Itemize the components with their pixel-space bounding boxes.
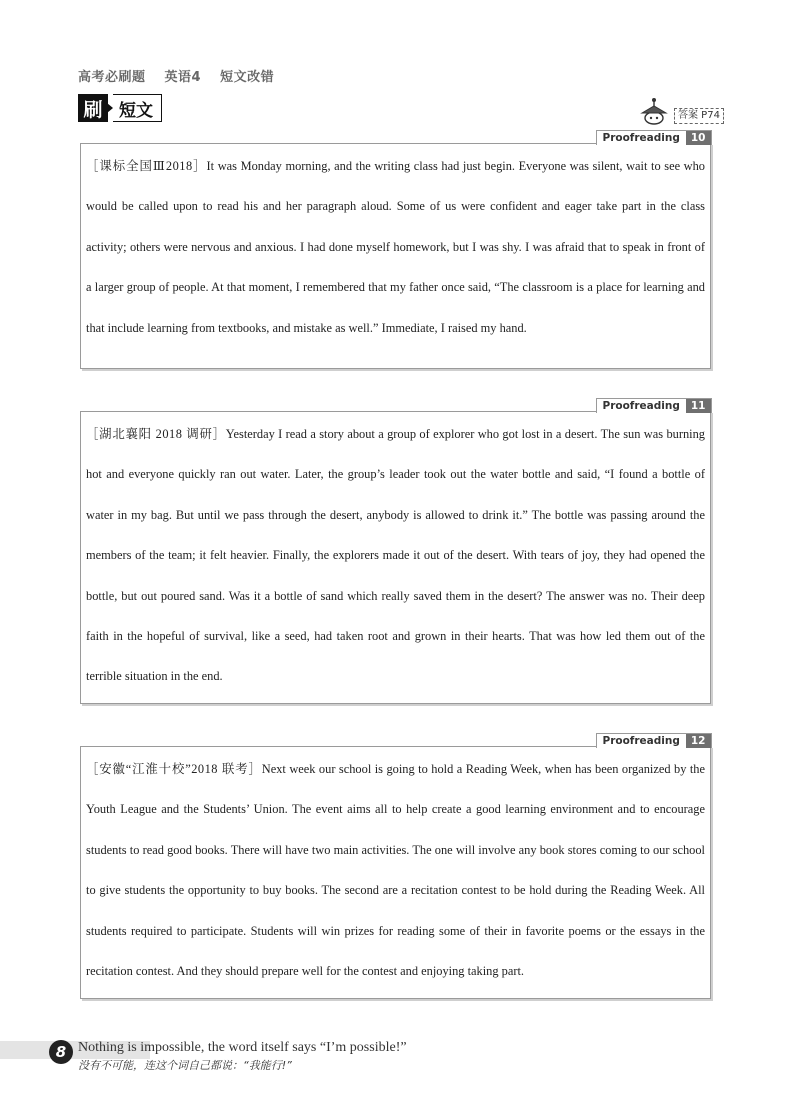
card-tab: [596, 733, 712, 748]
subject-label: 英语4: [164, 70, 202, 85]
tab-number: 10: [686, 131, 711, 145]
answer-reference[interactable]: [636, 96, 718, 126]
passage: [81, 144, 710, 348]
book-title: 高考必刷题: [78, 70, 146, 85]
footer-quote-cn: 没有不可能，连这个词自己都说：“我能行!”: [78, 1059, 292, 1072]
page-number: 8: [49, 1040, 73, 1064]
passage-source: ［安徽“江淮十校”2018 联考］: [86, 762, 262, 776]
passage-text: It was Monday morning, and the writing class had just begin. Everyone was silent, wait to see who would be called upon to read his and her paragraph aloud. Some of us were confident and eager take part in the class activity; others were nervous and anxious. I had done myself homework, but I was shy. I was afraid that to speak in front of a larger group of people. At that moment, I remembered that my father once said, “The classroom is a place for learning and that include learning from textbooks, and mistake as well.” Immediate, I raised my hand.: [86, 159, 705, 335]
card-tab: [596, 398, 712, 413]
topic-label: 短文改错: [220, 70, 275, 85]
tab-number: 12: [686, 734, 711, 748]
proofreading-card-12: [80, 735, 711, 999]
tab-label: Proofreading: [597, 399, 686, 413]
footer-quote-en: Nothing is impossible, the word itself says “I’m possible!”: [78, 1040, 407, 1055]
section-title: 短文: [113, 94, 162, 122]
passage: [81, 412, 710, 697]
mascot-icon: [636, 96, 676, 126]
running-head: [78, 66, 288, 85]
passage-source: ［湖北襄阳 2018 调研］: [86, 427, 226, 441]
badge-mark: 刷: [78, 94, 108, 122]
answer-page-label: 答案 P74: [674, 108, 724, 124]
tab-label: Proofreading: [597, 734, 686, 748]
proofreading-card-10: [80, 132, 711, 369]
tab-label: Proofreading: [597, 131, 686, 145]
section-badge: [78, 94, 162, 122]
passage-text: Yesterday I read a story about a group of explorer who got lost in a desert. The sun was burning hot and everyone quickly ran out water. Later, the group’s leader took out the water bottle and said, “I found a bottle of water in my bag. But until we pass through the desert, anybody is allowed to drink it.” The bottle was passing around the members of the team; it felt heavier. Finally, the explorers made it out of the desert. With tears of joy, they had opened the bottle, but out poured sand. Was it a bottle of sand which really saved them in the desert? The answer was no. Their deep faith in the hopeful of survival, like a seed, had taken root and grown in their hearts. That was how led them out of the terrible situation in the end.: [86, 427, 705, 684]
card-tab: [596, 130, 712, 145]
passage-text: Next week our school is going to hold a Reading Week, when has been organized by the Youth League and the Students’ Union. The event aims all to help create a good learning environment and to encourage students to read good books. There will have two main activities. The one will involve any book stores coming to our school to give students the opportunity to buy books. The second are a recitation contest to be hold during the Reading Week. All students required to participate. Students will win prizes for reading some of their in favorite poems or the essays in the recitation contest. And they should prepare well for the contest and enjoying taking part.: [86, 762, 705, 979]
passage: [81, 747, 710, 991]
passage-source: ［课标全国Ⅲ2018］: [86, 159, 207, 173]
proofreading-card-11: [80, 400, 711, 704]
tab-number: 11: [686, 399, 711, 413]
